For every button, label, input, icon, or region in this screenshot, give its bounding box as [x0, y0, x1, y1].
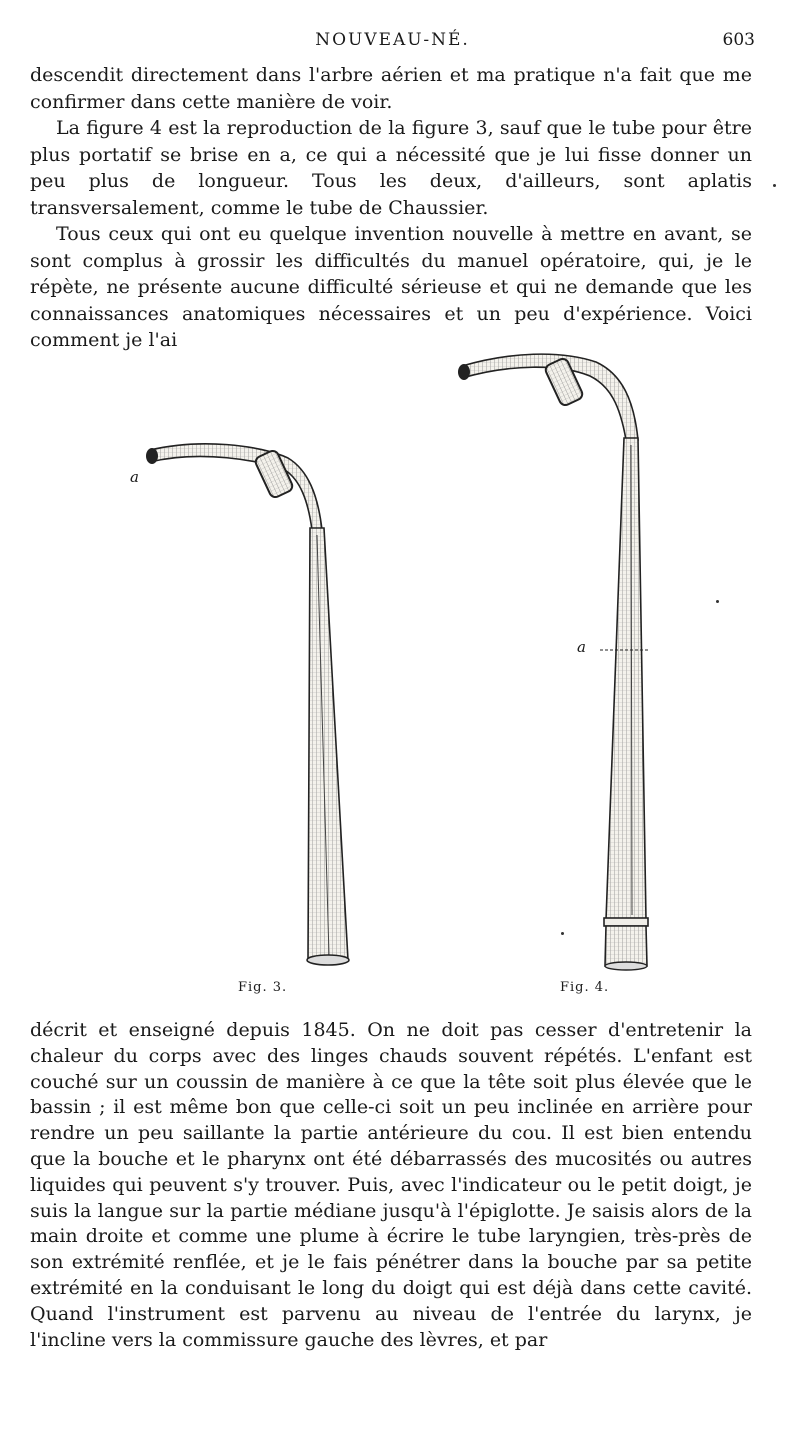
figure-3	[120, 440, 380, 1000]
print-speck	[561, 932, 564, 935]
figure-4	[450, 350, 710, 1000]
running-title: NOUVEAU-NÉ.	[315, 30, 470, 50]
paragraph: La figure 4 est la reproduction de la figure 3, sauf que le tube pour être plus portatif se brise en a, ce qui a nécessité que je lui fisse donner un peu plus de longueur. Tous les deux, d'ailleurs, sont aplatis transversalement, comme le tube de Chaussier.	[30, 117, 752, 219]
paragraph: descendit directement dans l'arbre aérien et ma pratique n'a fait que me confirmer dans cette manière de voir.	[30, 64, 752, 113]
figure-letter-a: a	[577, 638, 586, 656]
bottom-text-block	[30, 1018, 752, 1353]
tube-illustration-fig4	[450, 350, 710, 978]
page-number: 603	[722, 30, 755, 50]
page-header	[30, 30, 755, 56]
print-speck	[716, 600, 719, 603]
figure-letter-a: a	[130, 468, 139, 486]
tube-illustration-fig3	[120, 440, 380, 980]
figure-caption: Fig. 3.	[238, 980, 288, 995]
print-speck	[773, 184, 776, 187]
top-text-block	[30, 62, 752, 354]
paragraph: décrit et enseigné depuis 1845. On ne doit pas cesser d'entretenir la chaleur du corps avec des linges chauds souvent répétés. L'enfant est couché sur un coussin de manière à ce que la tête soit plus élevée que le bassin ; il est même bon que celle-ci soit un peu inclinée en arrière pour rendre un peu saillante la partie antérieure du cou. Il est bien entendu que la bouche et le pharynx ont été débarrassés des mucosités ou autres liquides qui peuvent s'y trouver. Puis, avec l'indicateur ou le petit doigt, je suis la langue sur la partie médiane jusqu'à l'épiglotte. Je saisis alors de la main droite et comme une plume à écrire le tube laryngien, très-près de son extrémité renflée, et je le fais pénétrer dans la bouche par sa petite extrémité en la conduisant le long du doigt qui est déjà dans cette cavité. Quand l'instrument est parvenu au niveau de l'entrée du larynx, je l'incline vers la commissure gauche des lèvres, et par	[30, 1019, 752, 1351]
paragraph: Tous ceux qui ont eu quelque invention nouvelle à mettre en avant, se sont complus à grossir les difficultés du manuel opératoire, qui, je le répète, ne présente aucune difficulté sérieuse et qui ne demande que les connaissances anatomiques nécessaires et un peu d'expérience. Voici comment je l'ai	[30, 223, 752, 351]
figure-caption: Fig. 4.	[560, 980, 610, 995]
